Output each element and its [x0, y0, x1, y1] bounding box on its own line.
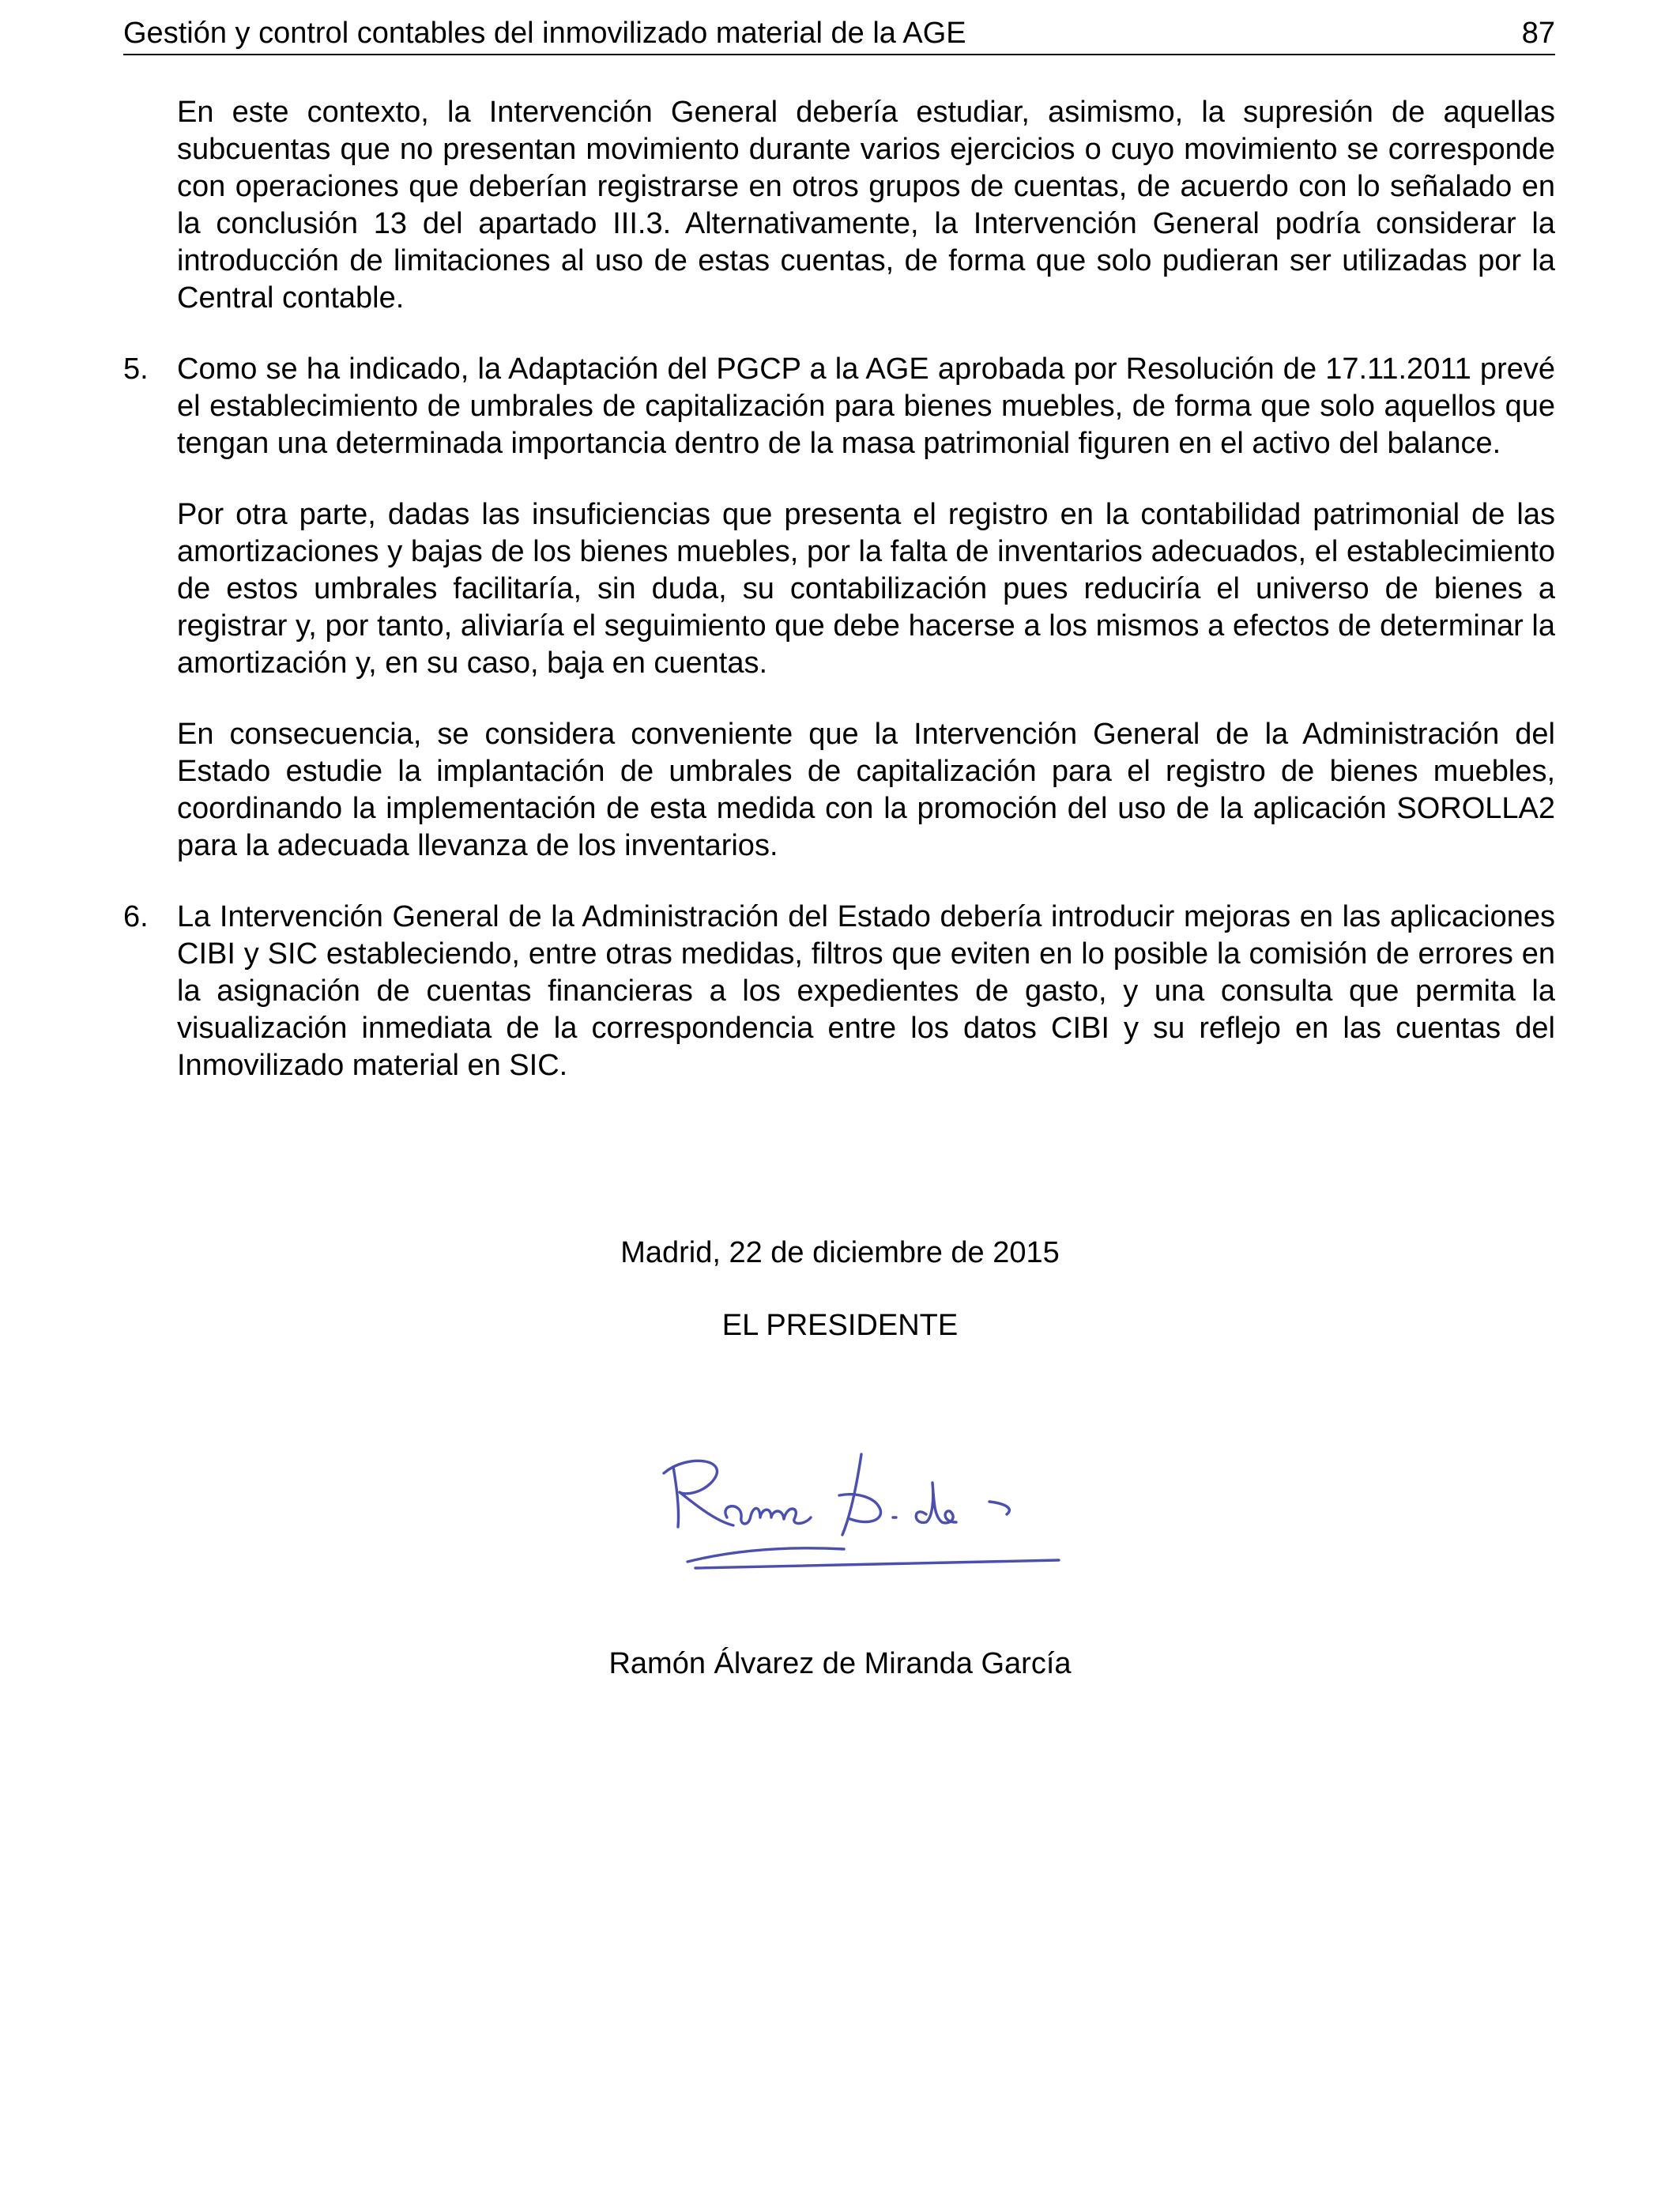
- document-body: [123, 94, 1555, 1118]
- item-6-paragraph-1: La Intervención General de la Administración del Estado debería introducir mejoras en las aplicaciones CIBI y SIC estableciendo, entre otras medidas, filtros que eviten en lo posible la comisión de errores en la asignación de cuentas financieras a los expedientes de gasto, y una consulta que permita la visualización inmediata de la correspondencia entre los datos CIBI y su reflejo en las cuentas del Inmovilizado material en SIC.: [177, 900, 1555, 1082]
- signatory-name: Ramón Álvarez de Miranda García: [608, 1647, 1072, 1680]
- item-number: 5.: [123, 352, 149, 386]
- item-number: 6.: [123, 900, 149, 933]
- page-number: 87: [1521, 17, 1555, 50]
- place-date: Madrid, 22 de diciembre de 2015: [620, 1236, 1060, 1269]
- intro-paragraph: En este contexto, la Intervención General debería estudiar, asimismo, la supresión de aquellas subcuentas que no presentan movimiento durante varios ejercicios o cuyo movimiento se corresponde con operaciones que deberían registrarse en otros grupos de cuentas, de acuerdo con lo señalado en la conclusión 13 del apartado III.3. Alternativamente, la Intervención General podría considerar la introducción de limitaciones al uso de estas cuentas, de forma que solo pudieran ser utilizadas por la Central contable.: [177, 96, 1555, 315]
- list-item-5: [123, 351, 1555, 462]
- header-title: Gestión y control contables del inmovilizado material de la AGE: [123, 17, 966, 50]
- signatory-role: EL PRESIDENTE: [721, 1309, 959, 1342]
- list-item-6: [123, 899, 1555, 1084]
- handwritten-signature: [632, 1407, 1075, 1581]
- item-5-paragraph-1: Como se ha indicado, la Adaptación del PGCP a la AGE aprobada por Resolución de 17.11.2011 prevé el establecimiento de umbrales de capitalización para bienes muebles, de forma que solo aquellos que tengan una determinada importancia dentro de la masa patrimonial figuren en el activo del balance.: [177, 352, 1555, 460]
- page-header: [123, 13, 1555, 55]
- item-5-paragraph-2: Por otra parte, dadas las insuficiencias que presenta el registro en la contabilidad patrimonial de las amortizaciones y bajas de los bienes muebles, por la falta de inventarios adecuados, el establecimiento de estos umbrales facilitaría, sin duda, su contabilización pues reduciría el universo de bienes a registrar y, por tanto, aliviaría el seguimiento que debe hacerse a los mismos a efectos de determinar la amortización y, en su caso, baja en cuentas.: [177, 498, 1555, 680]
- item-5-paragraph-3: En consecuencia, se considera conveniente que la Intervención General de la Administración del Estado estudie la implantación de umbrales de capitalización para el registro de bienes muebles, coordinando la implementación de esta medida con la promoción del uso de la aplicación SOROLLA2 para la adecuada llevanza de los inventarios.: [177, 718, 1555, 862]
